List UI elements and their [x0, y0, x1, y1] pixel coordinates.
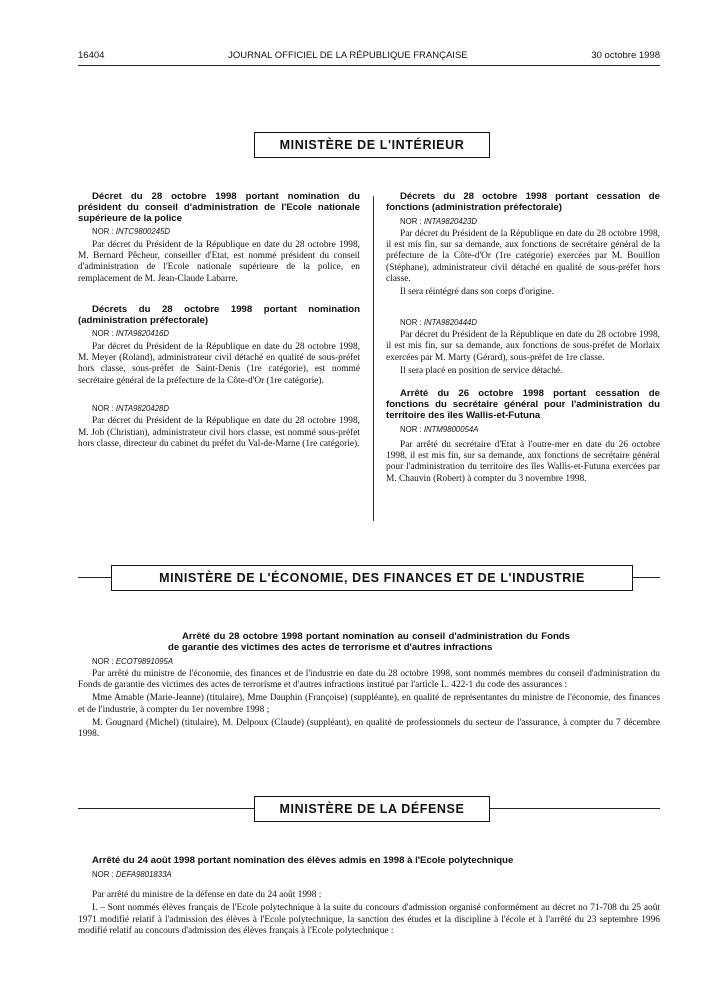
- page-header: [78, 50, 660, 61]
- article-title: Arrêté du 24 août 1998 portant nomination des élèves admis en 1998 à l'Ecole polytechnique: [92, 855, 514, 866]
- issue-date: 30 octobre 1998: [591, 50, 660, 61]
- ministry-box-economie: [111, 565, 633, 591]
- article-title: Arrêté du 26 octobre 1998 portant cessation de fonctions du secrétaire général pour l'administration du territoire des îles Wallis-et-Futuna: [386, 388, 660, 421]
- nor-reference: NOR : INTA9820444D: [400, 317, 478, 327]
- article: [78, 192, 360, 285]
- ministry-box-interieur: [254, 132, 490, 158]
- article-paragraph: Par arrêté du ministre de la défense en date du 24 août 1998 :: [92, 890, 322, 901]
- ministry-title: MINISTÈRE DE LA DÉFENSE: [279, 802, 465, 816]
- ministry-title: MINISTÈRE DE L'INTÉRIEUR: [279, 138, 465, 152]
- article-paragraph: Il sera placé en position de service détaché.: [400, 365, 563, 376]
- article-title: Décrets du 28 octobre 1998 portant cessation de fonctions (administration préfectorale): [386, 191, 660, 213]
- ministry-title: MINISTÈRE DE L'ÉCONOMIE, DES FINANCES ET DE L'INDUSTRIE: [159, 571, 585, 585]
- nor-reference: NOR : INTM9800054A: [400, 424, 479, 434]
- page-number: 16404: [78, 50, 105, 61]
- article: [386, 192, 660, 299]
- article: [386, 317, 660, 377]
- article-paragraph: Mme Amable (Marie-Jeanne) (titulaire), Mme Dauphin (Françoise) (suppléante), en qualité de représentantes du ministre de l'économie, des finances et de l'industrie, à compter du 1er novembre 1998 ;: [78, 693, 660, 715]
- nor-reference: NOR : ECOT9891095A: [92, 656, 174, 666]
- left-column: [78, 192, 360, 452]
- article-title: Arrêté du 28 octobre 1998 portant nomination au conseil d'administration du Fonds de garantie des victimes des actes de terrorisme et d'autres infractions: [168, 631, 570, 653]
- article-title: Décrets du 28 octobre 1998 portant nomination (administration préfectorale): [78, 303, 360, 326]
- nor-reference: NOR : INTA9820423D: [400, 216, 478, 226]
- nor-reference: NOR : INTC9800245D: [92, 227, 171, 237]
- nor-reference: NOR : DEFA9801833A: [92, 869, 172, 879]
- article: [386, 389, 660, 485]
- article-paragraph: Par arrêté du ministre de l'économie, des finances et de l'industrie en date du 28 octobre 1998, sont nommés membres du conseil d'administration du Fonds de garantie des victimes des actes de terrorisme et d'autres infractions institué par l'article L. 422-1 du code des assurances :: [78, 668, 660, 691]
- article-paragraph: Par décret du Président de la République en date du 28 octobre 1998, M. Meyer (Roland), administrateur civil détaché en qualité de sous-préfet hors classe, sous-préfet de Saint-Denis (1re catégorie), est nommé secrétaire général de la préfecture de la Côte-d'Or (1re catégorie).: [78, 341, 360, 386]
- article-paragraph: Par décret du Président de la République en date du 28 octobre 1998, M. Job (Christian), administrateur civil hors classe, est nommé sous-préfet hors classe, directeur du cabinet du préfet du Val-de-Marne (1re catégorie).: [78, 416, 360, 449]
- economie-article: [78, 632, 660, 743]
- defense-article: [78, 856, 660, 939]
- article-paragraph: M. Gougnard (Michel) (titulaire), M. Delpoux (Claude) (suppléant), en qualité de professionnels du secteur de l'assurance, à compter du 7 décembre 1998.: [78, 718, 660, 740]
- article-title: Décret du 28 octobre 1998 portant nomination du président du conseil d'administration de l'Ecole nationale supérieure de la police: [78, 191, 360, 224]
- article-paragraph: Par décret du Président de la République en date du 28 octobre 1998, M. Bernard Pêcheur, conseiller d'Etat, est nommé président du conseil d'administration de l'Ecole nationale supérieure de la police, en remplacement de M. Jean-Claude Labarre.: [78, 239, 360, 284]
- article-paragraph: Par décret du Président de la République en date du 28 octobre 1998, il est mis fin, sur sa demande, aux fonctions de secrétaire général de la préfecture de la Côte-d'Or (1re catégorie) exercées par M. Bouillon (Stéphane), administrateur civil détaché en qualité de sous-préfet hors classe.: [386, 228, 660, 285]
- journal-title: JOURNAL OFFICIEL DE LA RÉPUBLIQUE FRANÇAISE: [228, 50, 468, 61]
- column-divider: [373, 196, 374, 521]
- nor-reference: NOR : INTA9820416D: [92, 329, 170, 339]
- nor-reference: NOR : INTA9820428D: [92, 403, 170, 413]
- article-paragraph: Par arrêté du secrétaire d'Etat à l'outre-mer en date du 26 octobre 1998, il est mis fin, sur sa demande, aux fonctions de secrétaire général pour l'administration du territoire des îles Wallis-et-Futuna exercées par M. Chauvin (Robert) à compter du 3 novembre 1998.: [386, 439, 660, 484]
- header-rule: [78, 65, 660, 66]
- article-paragraph: I. – Sont nommés élèves français de l'Ecole polytechnique à la suite du concours d'admission organisé conformément au décret no 71-708 du 25 août 1971 modifié relatif à l'admission des élèves à l'Ecole polytechnique, la sanction des études et la discipline à l'école et à l'arrêté du 23 septembre 1996 modifié relatif au concours d'admission des élèves français à l'Ecole polytechnique :: [78, 903, 660, 936]
- article: [78, 403, 360, 450]
- ministry-box-defense: [254, 796, 490, 822]
- right-column: [386, 192, 660, 487]
- article: [78, 305, 360, 387]
- article-paragraph: Il sera réintégré dans son corps d'origine.: [400, 287, 554, 298]
- article-paragraph: Par décret du Président de la République en date du 28 octobre 1998, il est mis fin, sur sa demande, aux fonctions de sous-préfet de Morlaix exercées par M. Marty (Gérard), sous-préfet de 1re classe.: [386, 329, 660, 363]
